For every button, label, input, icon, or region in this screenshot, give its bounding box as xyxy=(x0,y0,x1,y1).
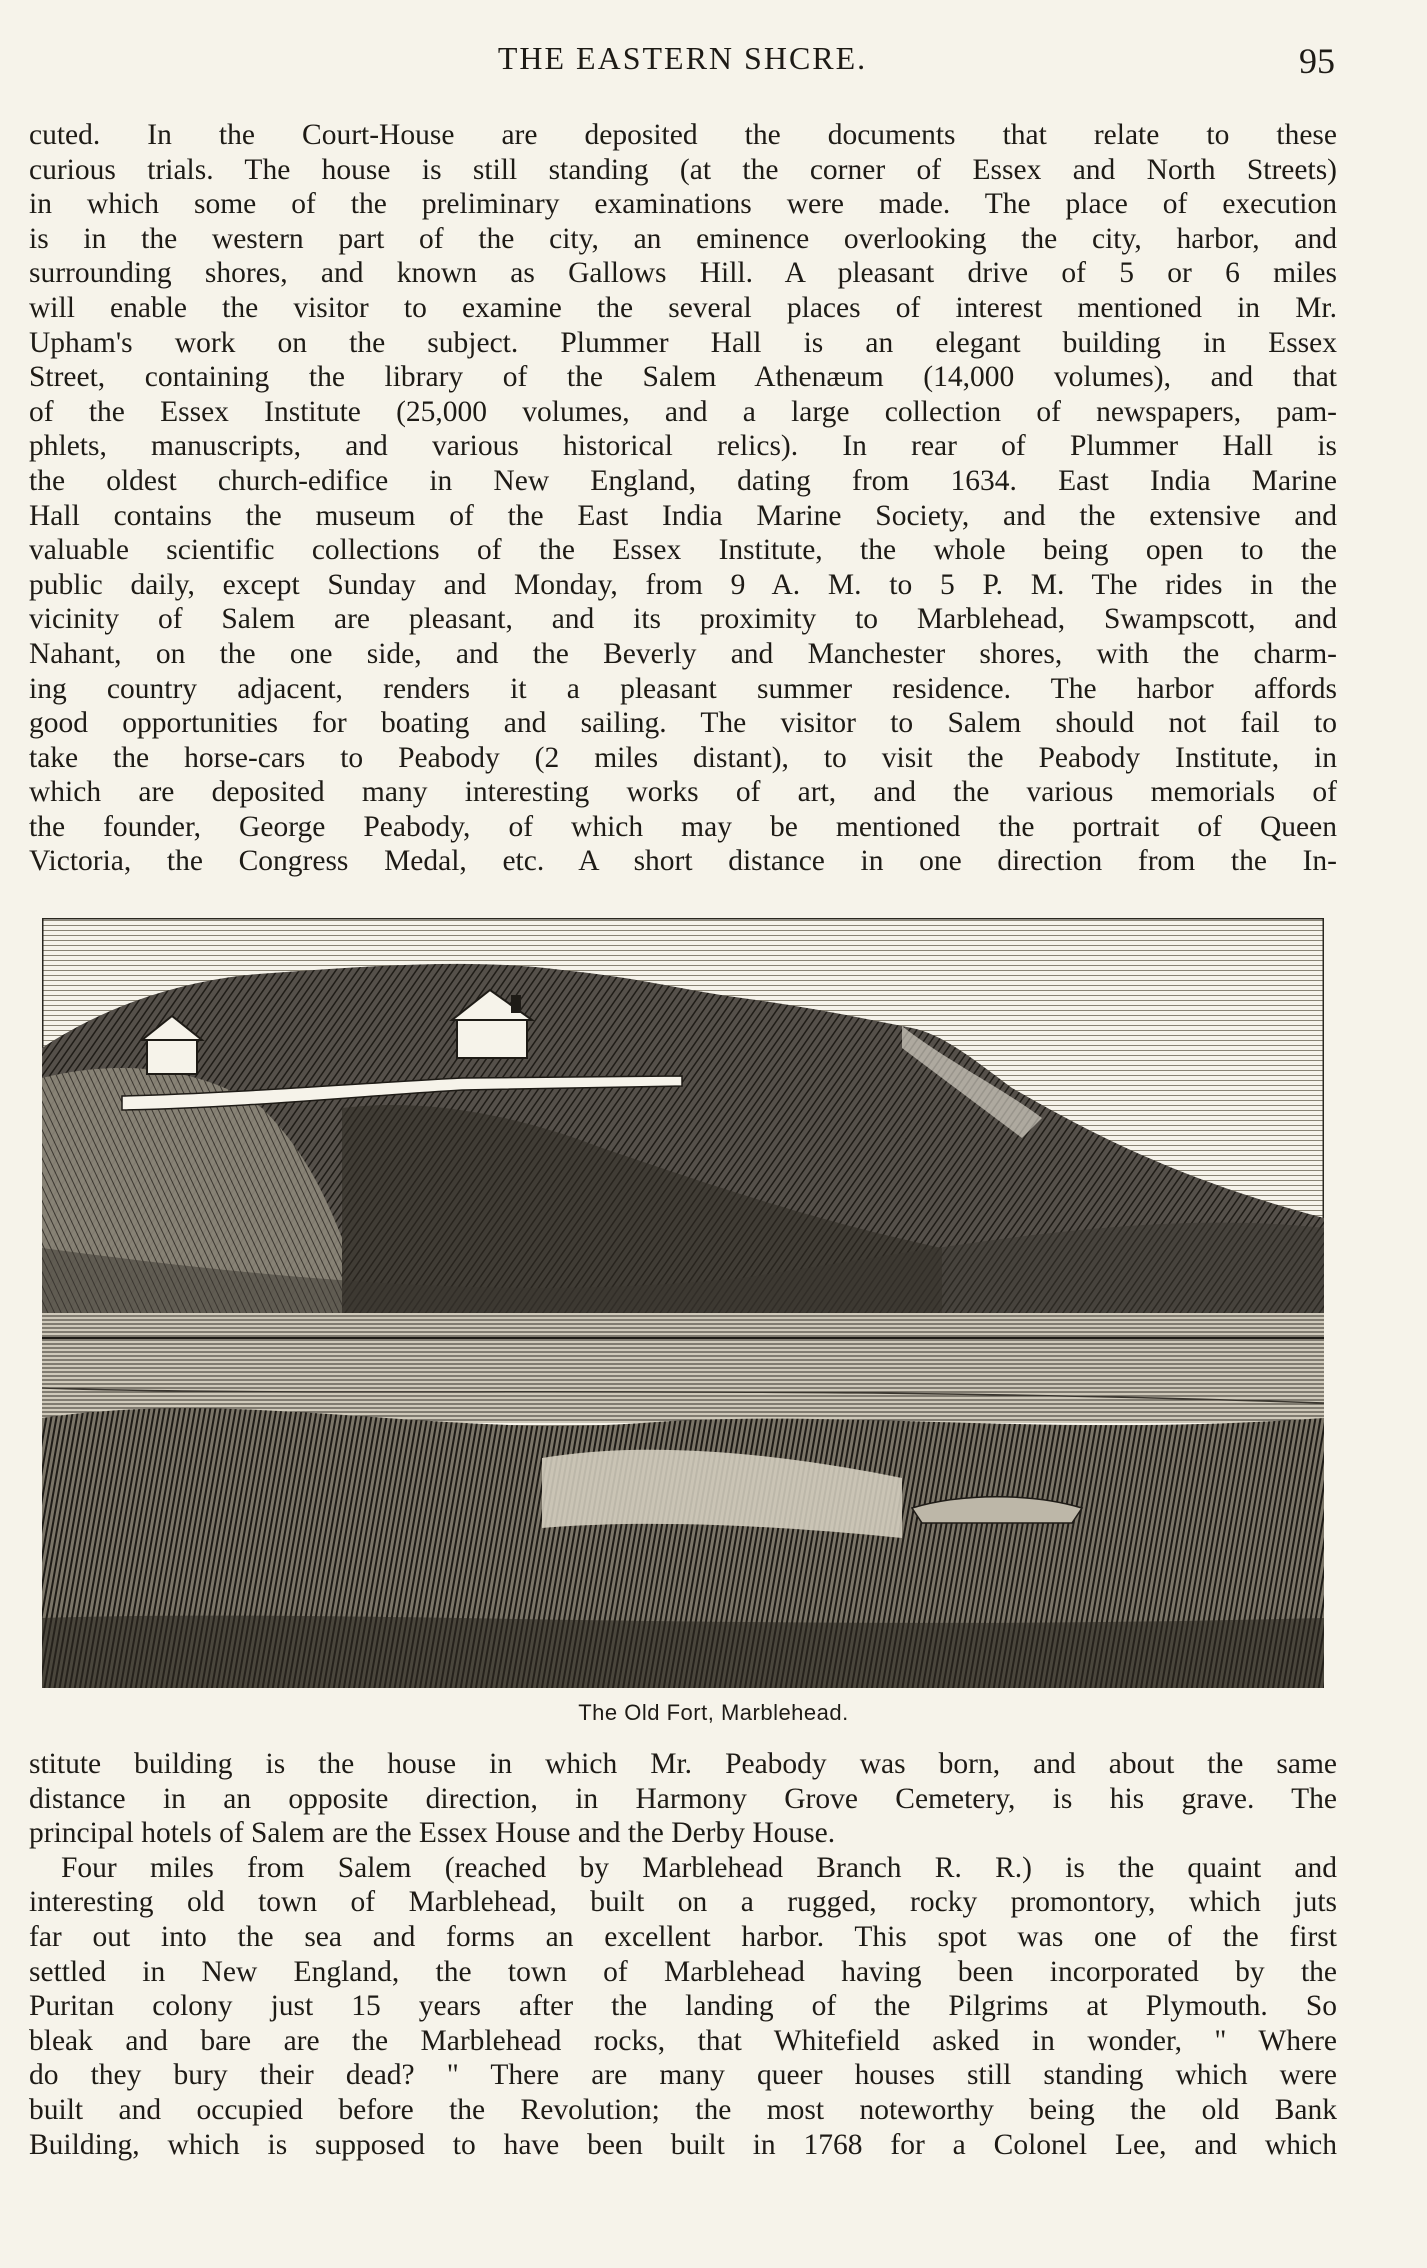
running-title: THE EASTERN SHCRE. xyxy=(497,40,868,76)
text-line: Victoria, the Congress Medal, etc. A short distance in one direction from the In- xyxy=(29,845,1337,878)
text-line: built and occupied before the Revolution; the most noteworthy being the old Bank xyxy=(29,2093,1337,2126)
text-line: curious trials. The house is still standing (at the corner of Essex and North Streets) xyxy=(29,153,1337,186)
running-head xyxy=(30,40,1335,84)
engraving-old-fort-marblehead xyxy=(42,918,1324,1688)
body-text-top xyxy=(29,118,1337,879)
text-line: distance in an opposite direction, in Harmony Grove Cemetery, is his grave. The xyxy=(29,1782,1337,1815)
text-line: of the Essex Institute (25,000 volumes, and a large collection of newspapers, pam- xyxy=(29,395,1337,428)
text-line: bleak and bare are the Marblehead rocks, that Whitefield asked in wonder, " Where xyxy=(29,2024,1337,2057)
text-line: public daily, except Sunday and Monday, from 9 A. M. to 5 P. M. The rides in the xyxy=(29,568,1337,601)
page-number: 95 xyxy=(1299,41,1335,81)
text-line: Building, which is supposed to have been built in 1768 for a Colonel Lee, and which xyxy=(29,2128,1337,2161)
body-text-bottom xyxy=(29,1747,1337,2162)
text-line: interesting old town of Marblehead, built on a rugged, rocky promontory, which juts xyxy=(29,1886,1337,1919)
text-line: is in the western part of the city, an eminence overlooking the city, harbor, and xyxy=(29,222,1337,255)
text-line: valuable scientific collections of the Essex Institute, the whole being open to the xyxy=(29,534,1337,567)
text-line: Puritan colony just 15 years after the landing of the Pilgrims at Plymouth. So xyxy=(29,1990,1337,2023)
text-line: good opportunities for boating and sailing. The visitor to Salem should not fail to xyxy=(29,707,1337,740)
text-line: the oldest church-edifice in New England, dating from 1634. East India Marine xyxy=(29,464,1337,497)
text-line: Hall contains the museum of the East India Marine Society, and the extensive and xyxy=(29,499,1337,532)
text-line: stitute building is the house in which Mr. Peabody was born, and about the same xyxy=(29,1748,1337,1780)
text-line: far out into the sea and forms an excellent harbor. This spot was one of the first xyxy=(29,1920,1337,1953)
text-line: in which some of the preliminary examinations were made. The place of execution xyxy=(29,188,1337,221)
text-line: Upham's work on the subject. Plummer Hall is an elegant building in Essex xyxy=(29,326,1337,359)
text-line: which are deposited many interesting works of art, and the various memorials of xyxy=(29,776,1337,809)
text-line: Nahant, on the one side, and the Beverly and Manchester shores, with the charm- xyxy=(29,637,1337,670)
text-line: ing country adjacent, renders it a pleasant summer residence. The harbor affords xyxy=(29,672,1337,705)
text-line: vicinity of Salem are pleasant, and its proximity to Marblehead, Swampscott, and xyxy=(29,603,1337,636)
text-line: phlets, manuscripts, and various historical relics). In rear of Plummer Hall is xyxy=(29,430,1337,463)
text-line: surrounding shores, and known as Gallows Hill. A pleasant drive of 5 or 6 miles xyxy=(29,257,1337,290)
text-line: do they bury their dead? " There are many queer houses still standing which were xyxy=(29,2059,1337,2092)
text-line: settled in New England, the town of Marblehead having been incorporated by the xyxy=(29,1955,1337,1988)
text-line: will enable the visitor to examine the several places of interest mentioned in Mr. xyxy=(29,291,1337,324)
text-line: Street, containing the library of the Salem Athenæum (14,000 volumes), and that xyxy=(29,361,1337,394)
text-line: Four miles from Salem (reached by Marblehead Branch R. R.) is the quaint and xyxy=(61,1851,1337,1884)
text-line: principal hotels of Salem are the Essex House and the Derby House. xyxy=(29,1817,836,1850)
text-line: cuted. In the Court-House are deposited the documents that relate to these xyxy=(29,119,1337,151)
figure-caption: The Old Fort, Marblehead. xyxy=(578,1700,849,1725)
text-line: the founder, George Peabody, of which may be mentioned the portrait of Queen xyxy=(29,810,1337,843)
text-line: take the horse-cars to Peabody (2 miles distant), to visit the Peabody Institute, in xyxy=(29,741,1337,774)
